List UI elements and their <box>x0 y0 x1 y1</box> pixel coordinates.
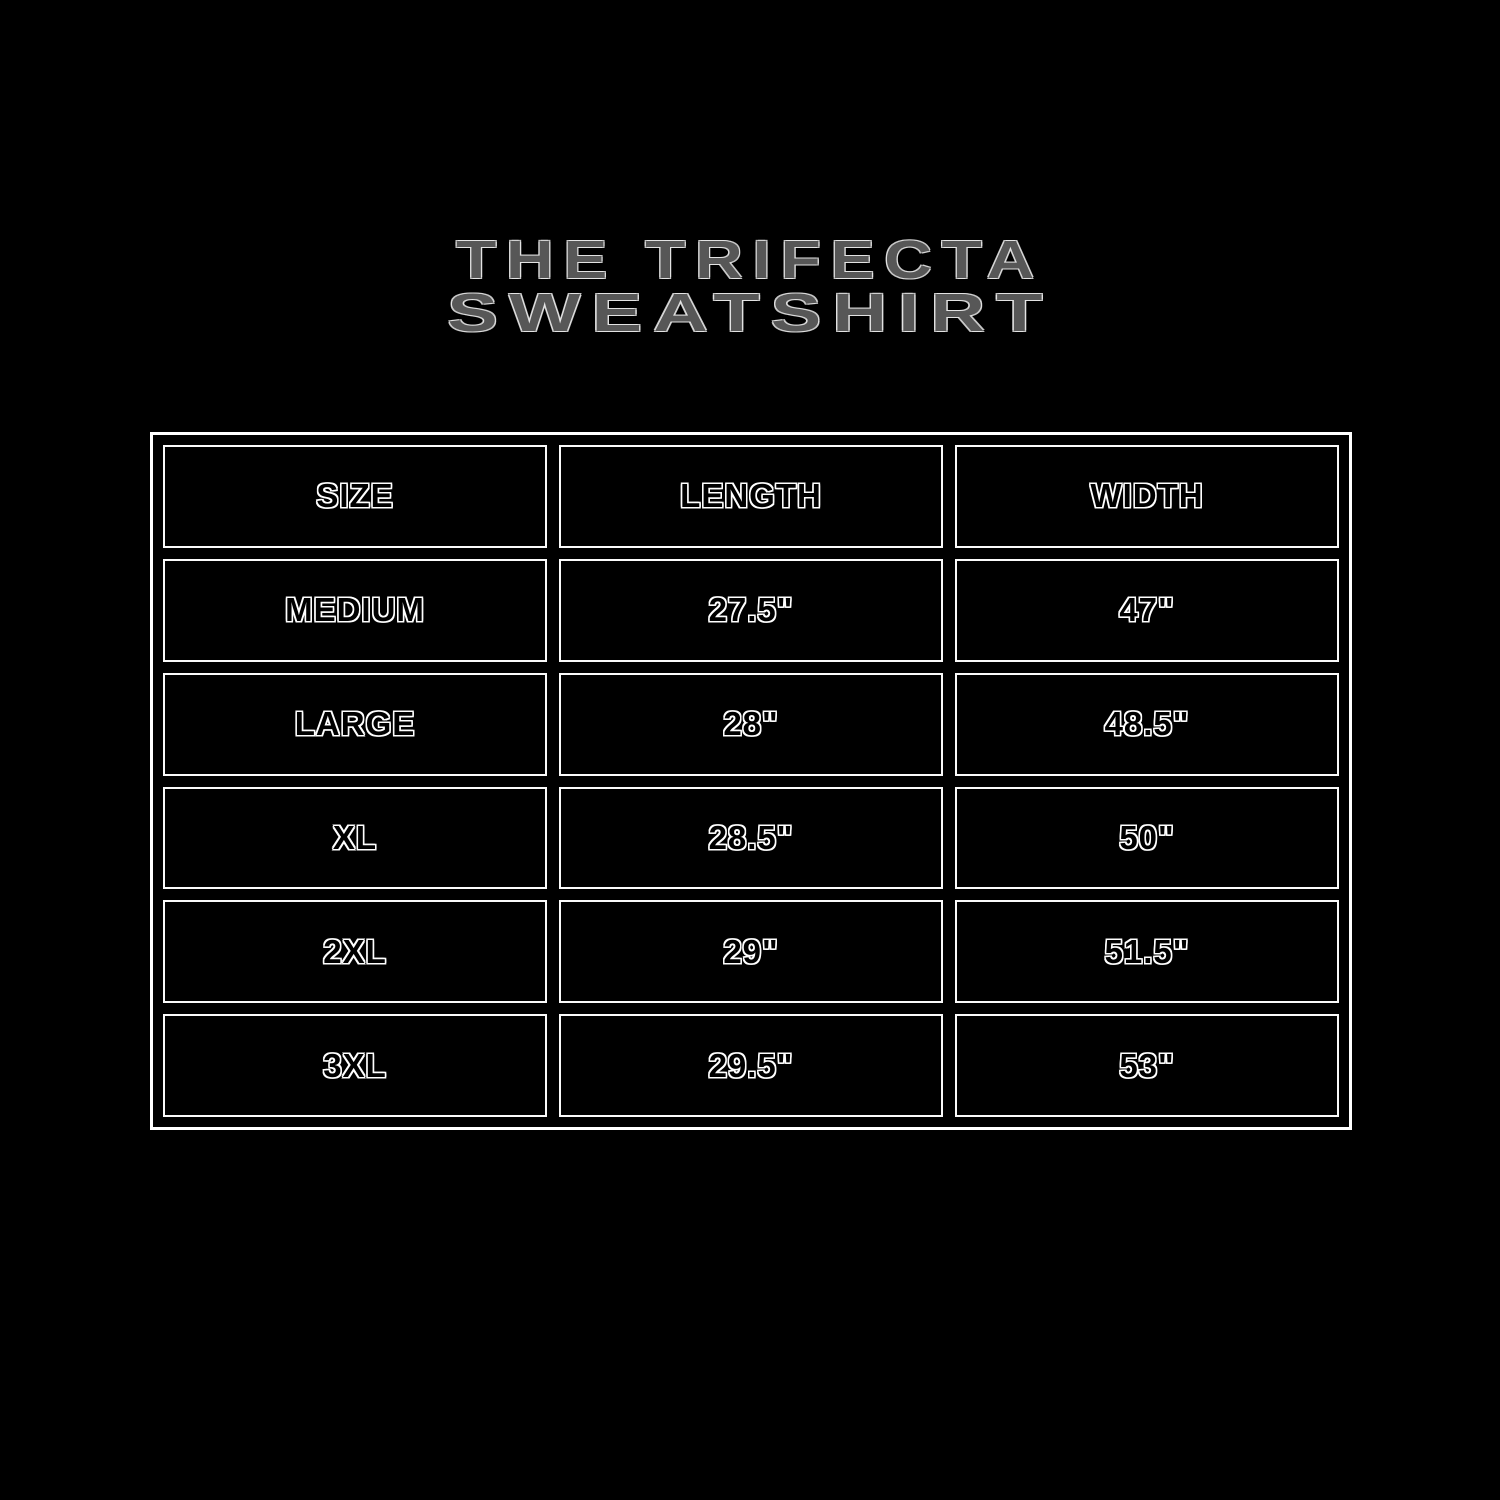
page-title-row-1 <box>0 230 1500 290</box>
cell-3xl-size: 3XL <box>163 1014 547 1117</box>
header-cell-length: LENGTH <box>559 445 943 548</box>
cell-large-size: LARGE <box>163 673 547 776</box>
cell-2xl-width: 51.5" <box>955 900 1339 1003</box>
cell-xl-size: XL <box>163 787 547 890</box>
cell-2xl-size: 2XL <box>163 900 547 1003</box>
header-cell-width: WIDTH <box>955 445 1339 548</box>
cell-medium-size: MEDIUM <box>163 559 547 662</box>
cell-large-width: 48.5" <box>955 673 1339 776</box>
cell-xl-width: 50" <box>955 787 1339 890</box>
cell-large-length: 28" <box>559 673 943 776</box>
cell-2xl-length: 29" <box>559 900 943 1003</box>
cell-medium-length: 27.5" <box>559 559 943 662</box>
header-cell-size: SIZE <box>163 445 547 548</box>
cell-3xl-length: 29.5" <box>559 1014 943 1117</box>
cell-xl-length: 28.5" <box>559 787 943 890</box>
page-title <box>0 230 1500 343</box>
page-title-line-1: THE TRIFECTA <box>455 230 1045 290</box>
cell-medium-width: 47" <box>955 559 1339 662</box>
cell-3xl-width: 53" <box>955 1014 1339 1117</box>
page-title-line-2: SWEATSHIRT <box>446 283 1054 343</box>
page-title-row-2 <box>0 283 1500 343</box>
size-chart-table <box>150 432 1352 1130</box>
